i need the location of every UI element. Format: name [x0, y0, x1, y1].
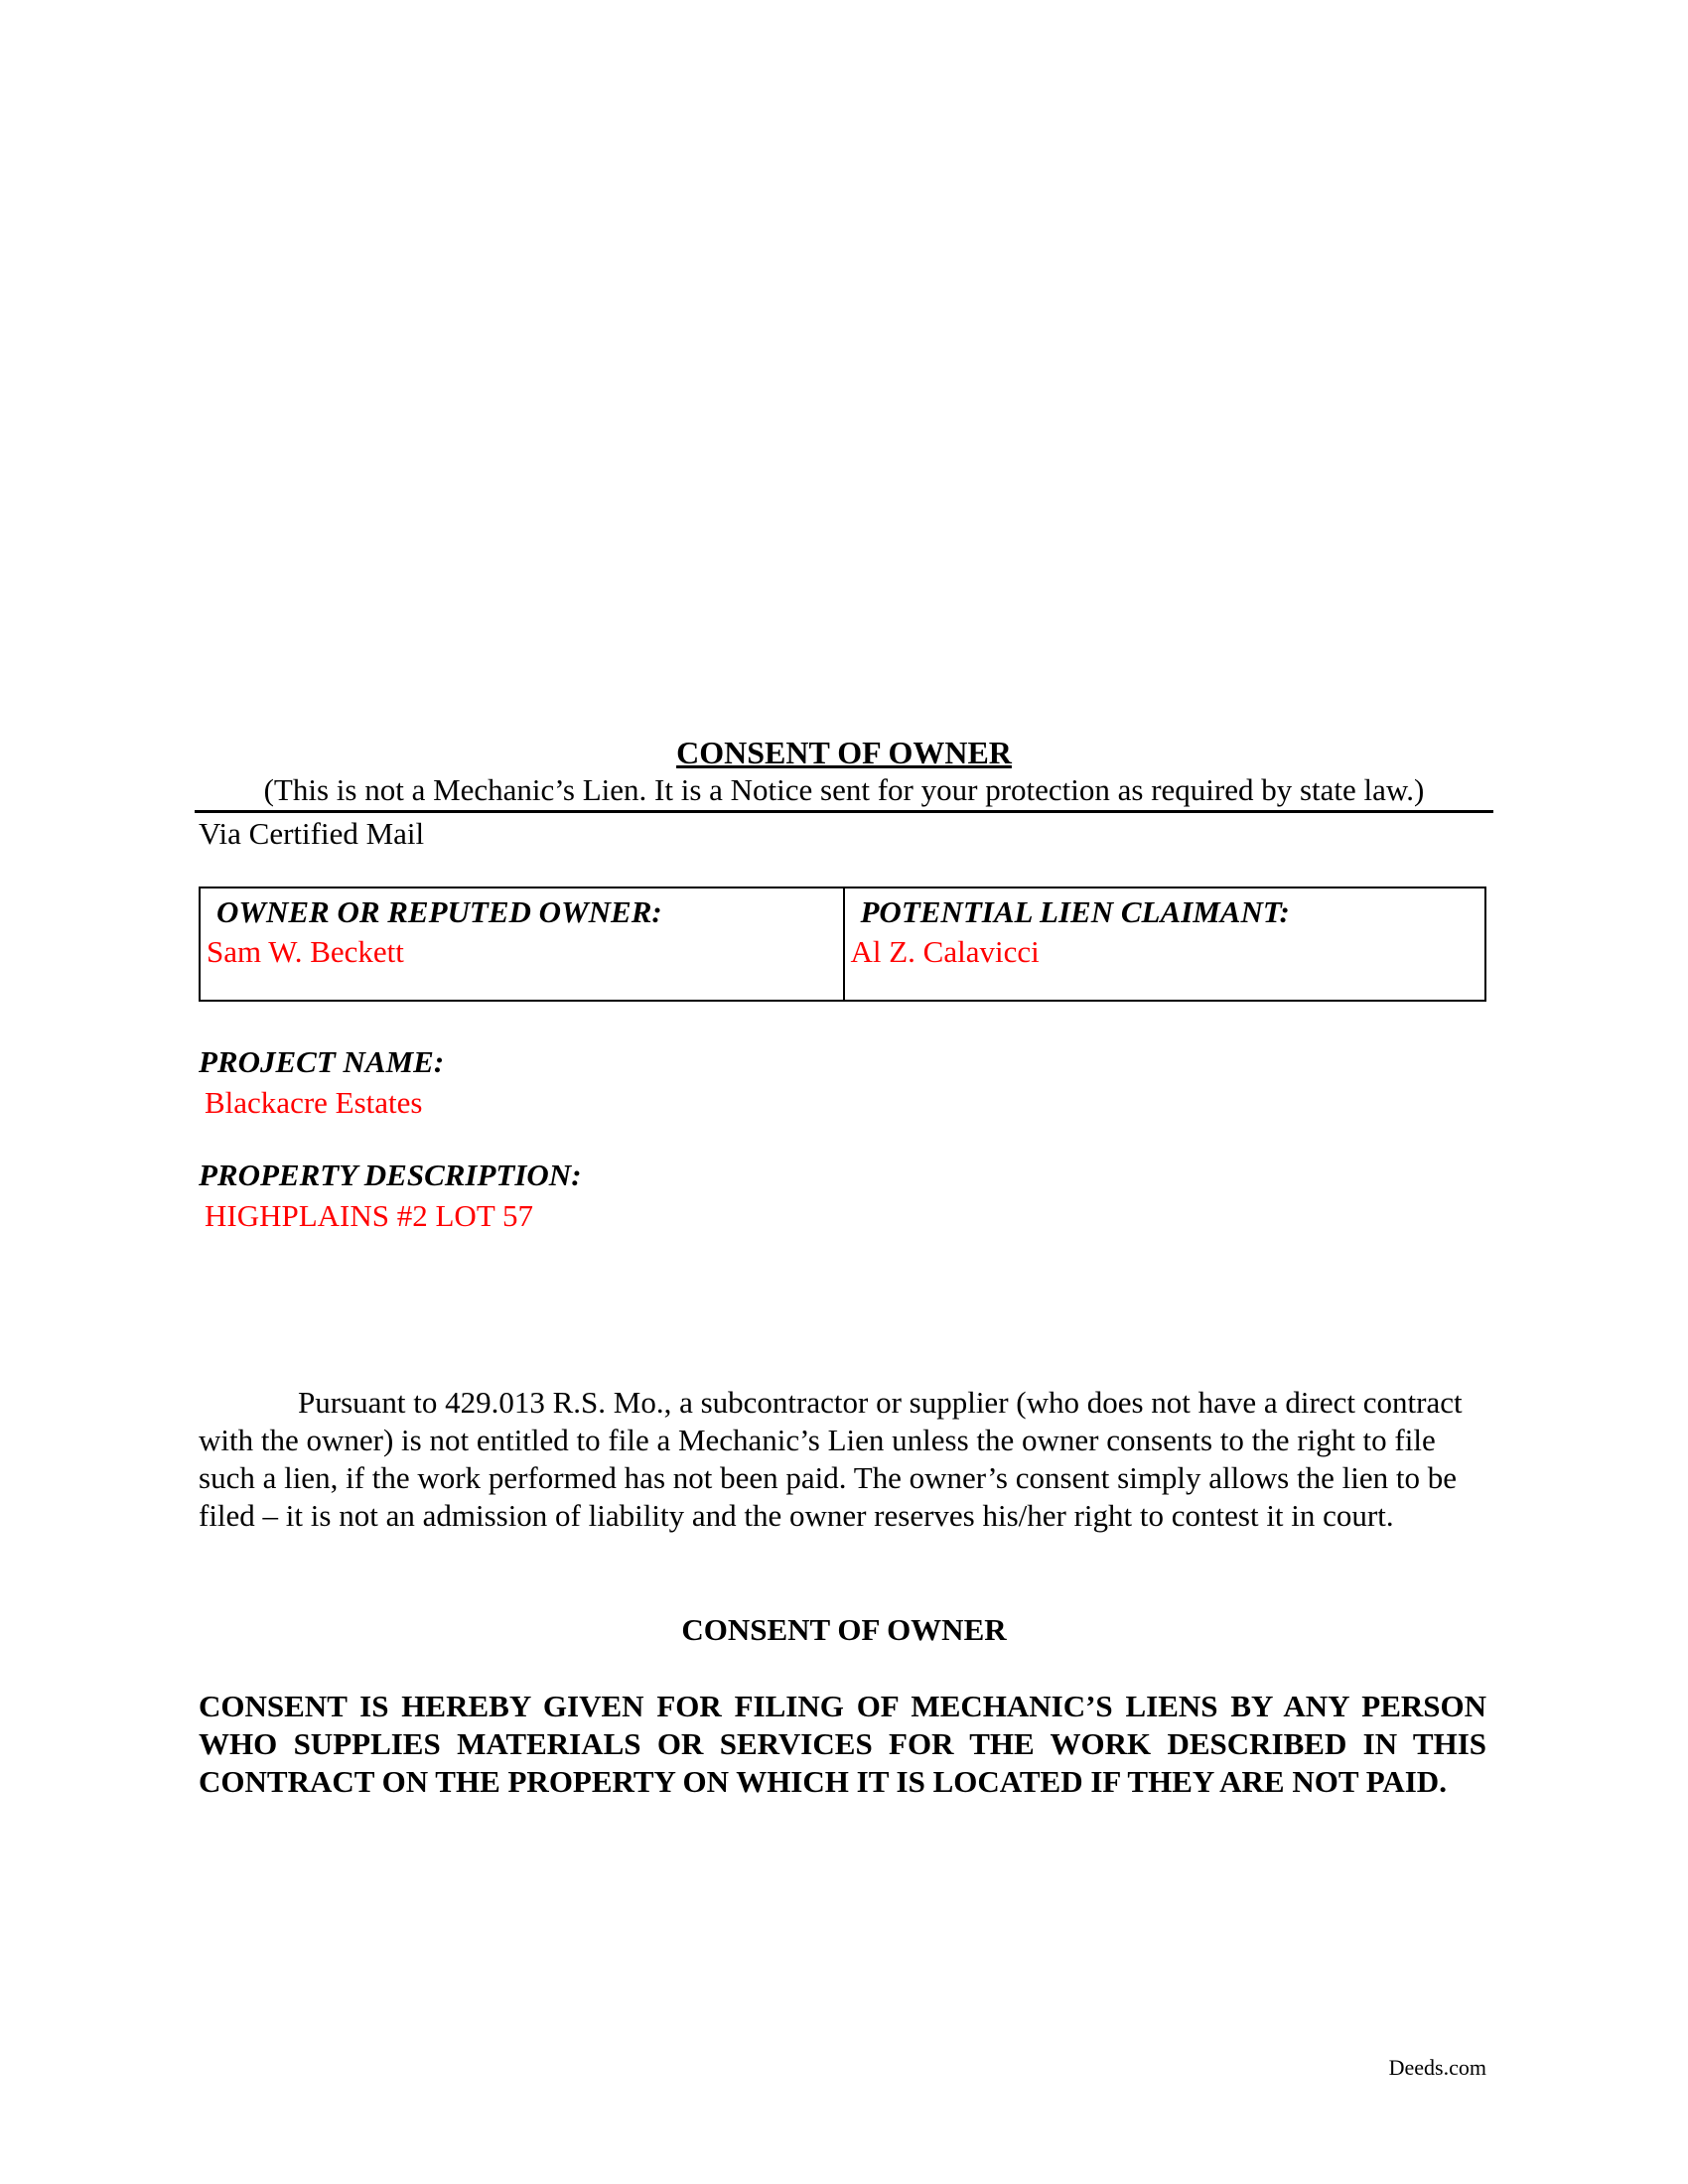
owner-cell	[201, 888, 843, 1000]
statute-paragraph: Pursuant to 429.013 R.S. Mo., a subcontractor or supplier (who does not have a direct contract with the owner) is not entitled to file a Mechanic’s Lien unless the owner consents to the right to file such a lien, if the work performed has not been paid. The owner’s consent simply allows the lien to be filed – it is not an admission of liability and the owner reserves his/her right to contest it in court.	[199, 1385, 1463, 1533]
owner-label: OWNER OR REPUTED OWNER:	[216, 894, 662, 929]
consent-heading: CONSENT OF OWNER	[681, 1612, 1007, 1647]
document-title: CONSENT OF OWNER	[676, 735, 1012, 770]
project-name-value: Blackacre Estates	[205, 1085, 423, 1120]
delivery-method: Via Certified Mail	[199, 816, 425, 851]
consent-statement: CONSENT IS HEREBY GIVEN FOR FILING OF MECHANIC’S LIENS BY ANY PERSON WHO SUPPLIES MATERIALS OR SERVICES FOR THE WORK DESCRIBED IN THIS CONTRACT ON THE PROPERTY ON WHICH IT IS LOCATED IF THEY ARE NOT PAID.	[199, 1689, 1486, 1799]
claimant-name: Al Z. Calavicci	[850, 934, 1040, 969]
document-subtitle: (This is not a Mechanic’s Lien. It is a Notice sent for your protection as required by state law.)	[195, 770, 1493, 813]
parties-table	[199, 887, 1486, 1002]
owner-name: Sam W. Beckett	[207, 934, 404, 969]
footer-brand: Deeds.com	[1388, 2055, 1486, 2080]
claimant-cell	[843, 888, 1485, 1000]
claimant-label: POTENTIAL LIEN CLAIMANT:	[860, 894, 1290, 929]
property-description-label: PROPERTY DESCRIPTION:	[199, 1158, 582, 1192]
project-name-label: PROJECT NAME:	[199, 1044, 445, 1079]
property-description-value: HIGHPLAINS #2 LOT 57	[205, 1198, 533, 1233]
